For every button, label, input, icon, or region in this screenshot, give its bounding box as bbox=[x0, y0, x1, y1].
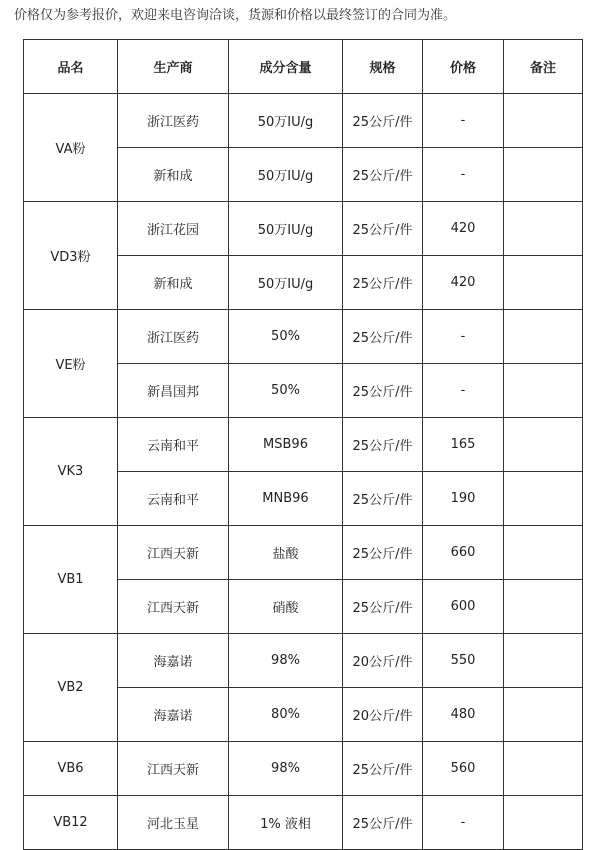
table-row bbox=[24, 202, 583, 256]
table-row bbox=[24, 310, 583, 364]
maker-cell: 新昌国邦 bbox=[118, 364, 229, 418]
maker-cell: 海嘉诺 bbox=[118, 688, 229, 742]
header-content: 成分含量 bbox=[229, 40, 343, 94]
content-cell: 50万IU/g bbox=[229, 256, 343, 310]
remark-cell bbox=[504, 256, 583, 310]
table-row bbox=[24, 796, 583, 850]
maker-cell: 云南和平 bbox=[118, 472, 229, 526]
maker-cell: 江西天新 bbox=[118, 580, 229, 634]
spec-cell: 25公斤/件 bbox=[343, 364, 423, 418]
content-cell: 50万IU/g bbox=[229, 94, 343, 148]
remark-cell bbox=[504, 634, 583, 688]
price-cell: 600 bbox=[423, 580, 504, 634]
table-body bbox=[24, 94, 583, 850]
remark-cell bbox=[504, 472, 583, 526]
product-name-cell: VB6 bbox=[24, 742, 118, 796]
content-cell: 1% 液相 bbox=[229, 796, 343, 850]
product-name-cell: VB2 bbox=[24, 634, 118, 742]
price-cell: 420 bbox=[423, 256, 504, 310]
maker-cell: 云南和平 bbox=[118, 418, 229, 472]
remark-cell bbox=[504, 580, 583, 634]
product-name-cell: VK3 bbox=[24, 418, 118, 526]
remark-cell bbox=[504, 796, 583, 850]
content-cell: 硝酸 bbox=[229, 580, 343, 634]
spec-cell: 25公斤/件 bbox=[343, 796, 423, 850]
remark-cell bbox=[504, 688, 583, 742]
header-price: 价格 bbox=[423, 40, 504, 94]
price-cell: 420 bbox=[423, 202, 504, 256]
price-cell: 190 bbox=[423, 472, 504, 526]
content-cell: 50万IU/g bbox=[229, 202, 343, 256]
disclaimer-text: 价格仅为参考报价，欢迎来电咨询洽谈，货源和价格以最终签订的合同为准。 bbox=[14, 8, 457, 23]
price-cell: - bbox=[423, 364, 504, 418]
spec-cell: 20公斤/件 bbox=[343, 634, 423, 688]
product-name-cell: VE粉 bbox=[24, 310, 118, 418]
remark-cell bbox=[504, 202, 583, 256]
table-row bbox=[24, 94, 583, 148]
price-cell: - bbox=[423, 148, 504, 202]
product-name-cell: VD3粉 bbox=[24, 202, 118, 310]
spec-cell: 25公斤/件 bbox=[343, 148, 423, 202]
spec-cell: 20公斤/件 bbox=[343, 688, 423, 742]
remark-cell bbox=[504, 742, 583, 796]
price-cell: 660 bbox=[423, 526, 504, 580]
remark-cell bbox=[504, 526, 583, 580]
spec-cell: 25公斤/件 bbox=[343, 472, 423, 526]
price-cell: 550 bbox=[423, 634, 504, 688]
remark-cell bbox=[504, 148, 583, 202]
price-cell: - bbox=[423, 310, 504, 364]
content-cell: 98% bbox=[229, 634, 343, 688]
price-cell: - bbox=[423, 94, 504, 148]
remark-cell bbox=[504, 310, 583, 364]
maker-cell: 浙江医药 bbox=[118, 310, 229, 364]
content-cell: 50% bbox=[229, 364, 343, 418]
maker-cell: 江西天新 bbox=[118, 526, 229, 580]
header-spec: 规格 bbox=[343, 40, 423, 94]
maker-cell: 新和成 bbox=[118, 148, 229, 202]
content-cell: MNB96 bbox=[229, 472, 343, 526]
maker-cell: 河北玉星 bbox=[118, 796, 229, 850]
maker-cell: 海嘉诺 bbox=[118, 634, 229, 688]
table-row bbox=[24, 526, 583, 580]
price-cell: - bbox=[423, 796, 504, 850]
maker-cell: 浙江医药 bbox=[118, 94, 229, 148]
maker-cell: 新和成 bbox=[118, 256, 229, 310]
spec-cell: 25公斤/件 bbox=[343, 256, 423, 310]
remark-cell bbox=[504, 418, 583, 472]
spec-cell: 25公斤/件 bbox=[343, 580, 423, 634]
remark-cell bbox=[504, 94, 583, 148]
price-table bbox=[23, 39, 583, 850]
product-name-cell: VB12 bbox=[24, 796, 118, 850]
spec-cell: 25公斤/件 bbox=[343, 418, 423, 472]
remark-cell bbox=[504, 364, 583, 418]
header-remark: 备注 bbox=[504, 40, 583, 94]
content-cell: 50万IU/g bbox=[229, 148, 343, 202]
spec-cell: 25公斤/件 bbox=[343, 202, 423, 256]
spec-cell: 25公斤/件 bbox=[343, 526, 423, 580]
table-row bbox=[24, 418, 583, 472]
maker-cell: 浙江花园 bbox=[118, 202, 229, 256]
price-cell: 480 bbox=[423, 688, 504, 742]
product-name-cell: VB1 bbox=[24, 526, 118, 634]
content-cell: 98% bbox=[229, 742, 343, 796]
header-product: 品名 bbox=[24, 40, 118, 94]
table-row bbox=[24, 634, 583, 688]
spec-cell: 25公斤/件 bbox=[343, 310, 423, 364]
content-cell: 80% bbox=[229, 688, 343, 742]
table-header-row bbox=[24, 40, 583, 94]
content-cell: 盐酸 bbox=[229, 526, 343, 580]
price-cell: 165 bbox=[423, 418, 504, 472]
product-name-cell: VA粉 bbox=[24, 94, 118, 202]
maker-cell: 江西天新 bbox=[118, 742, 229, 796]
content-cell: 50% bbox=[229, 310, 343, 364]
header-maker: 生产商 bbox=[118, 40, 229, 94]
content-cell: MSB96 bbox=[229, 418, 343, 472]
spec-cell: 25公斤/件 bbox=[343, 742, 423, 796]
price-cell: 560 bbox=[423, 742, 504, 796]
spec-cell: 25公斤/件 bbox=[343, 94, 423, 148]
table-row bbox=[24, 742, 583, 796]
